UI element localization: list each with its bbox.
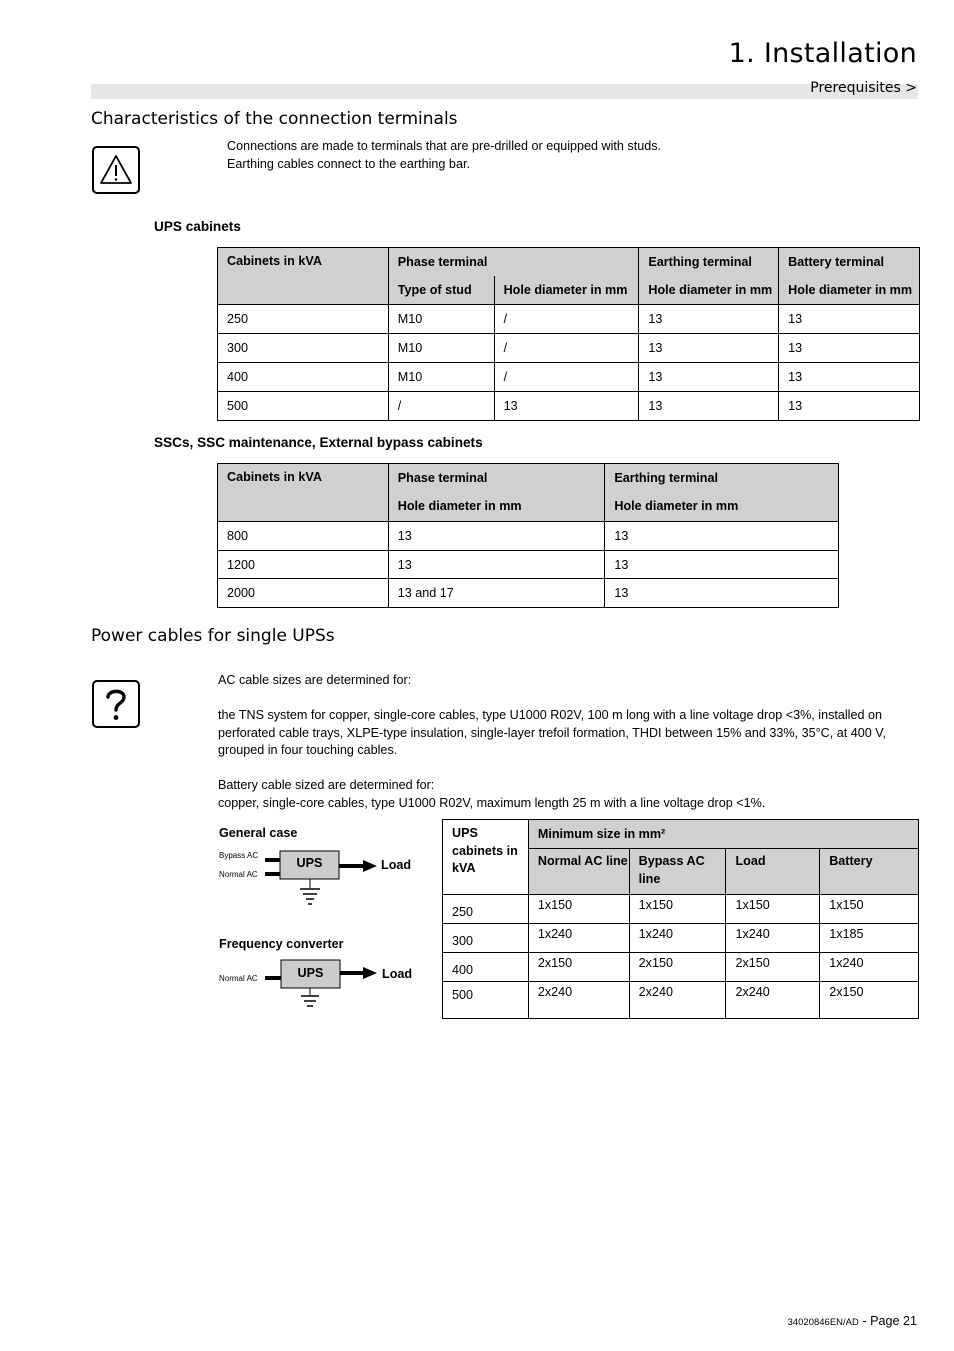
header-cell: Hole diameter in mm	[605, 492, 839, 522]
header-cell: Earthing terminal	[605, 464, 839, 492]
header-cell: Battery	[820, 849, 919, 895]
ssc-table	[217, 463, 839, 608]
load-label: Load	[382, 967, 413, 981]
table-cell: 2x150	[726, 953, 820, 982]
page-number: Page 21	[870, 1314, 917, 1328]
section-title-power-cables: Power cables for single UPSs	[91, 626, 335, 646]
header-cell: Earthing terminal	[639, 248, 779, 276]
table-cell: 400	[218, 363, 389, 392]
table-cell: 13	[388, 551, 605, 579]
header-cell: Hole diameter in mm	[494, 276, 639, 305]
table-cell: 13	[639, 363, 779, 392]
footer-separator: -	[858, 1314, 871, 1328]
table-row	[218, 522, 839, 551]
normal-ac-label: Normal AC	[219, 870, 258, 879]
table-cell: 13	[779, 334, 920, 363]
table-cell: 500	[443, 982, 529, 1019]
header-cell: Hole diameter in mm	[779, 276, 920, 305]
page-footer	[788, 1314, 917, 1328]
table-cell: 1x150	[820, 895, 919, 924]
header-cell: Load	[726, 849, 820, 895]
table-cell: 13	[779, 363, 920, 392]
header-cell: Type of stud	[388, 276, 494, 305]
table-cell: /	[494, 305, 639, 334]
table-cell: 2x150	[629, 953, 726, 982]
table-cell: 1x150	[528, 895, 629, 924]
header-cell: UPS cabinets in kVA	[443, 820, 529, 895]
ups-box-label: UPS	[297, 966, 324, 980]
frequency-converter-label: Frequency converter	[219, 937, 344, 951]
table-cell: 13	[779, 305, 920, 334]
header-cell: Normal AC line	[528, 849, 629, 895]
table-row	[443, 982, 919, 1019]
table-cell: 13	[605, 551, 839, 579]
header-cell: Minimum size in mm²	[528, 820, 918, 849]
table-row	[218, 334, 920, 363]
table-cell: 13	[639, 334, 779, 363]
table-cell: 1x185	[820, 924, 919, 953]
header-cell: Battery terminal	[779, 248, 920, 276]
table-cell: M10	[388, 363, 494, 392]
table-cell: 1x150	[726, 895, 820, 924]
warning-icon	[92, 146, 140, 194]
table-cell: 13	[388, 522, 605, 551]
chapter-title: 1. Installation	[728, 38, 917, 69]
question-icon	[92, 680, 140, 728]
table-cell: 13	[639, 392, 779, 421]
breadcrumb: Prerequisites >	[810, 80, 917, 96]
table-cell: M10	[388, 305, 494, 334]
cable-intro-text: AC cable sizes are determined for: the TNS system for copper, single-core cables, type U1000 R02V, 100 m long with a line voltage drop <3%, installed on perforated cable trays, XLPE-type insulation, single-layer trefoil formation, THDI between 15% and 33%, 35°C, at 400 V, grouped in four touching cables. Battery cable sized are determined for: copper, single-core cables, type U1000 R02V, maximum length 25 m with a line voltage drop <1%.	[218, 673, 886, 810]
table-row	[218, 579, 839, 608]
table-cell: 2x240	[629, 982, 726, 1019]
table-cell: 250	[218, 305, 389, 334]
table-row	[218, 551, 839, 579]
ups-cabinets-title: UPS cabinets	[154, 219, 241, 234]
table-row	[218, 392, 920, 421]
table-cell: 13	[779, 392, 920, 421]
table-row	[443, 924, 919, 953]
table-row	[218, 363, 920, 392]
general-case-label: General case	[219, 826, 298, 840]
cable-size-table	[442, 819, 919, 1019]
table-cell: 13	[494, 392, 639, 421]
table-cell: 1x240	[629, 924, 726, 953]
bypass-ac-label: Bypass AC	[219, 851, 259, 860]
table-cell: 1x240	[528, 924, 629, 953]
header-bar	[91, 84, 918, 99]
table-cell: 2x150	[528, 953, 629, 982]
ssc-title: SSCs, SSC maintenance, External bypass cabinets	[154, 435, 483, 450]
header-cell: Phase terminal	[388, 248, 639, 276]
table-cell: 2x240	[726, 982, 820, 1019]
table-cell: 13	[639, 305, 779, 334]
table-row	[443, 895, 919, 924]
ups-box-label: UPS	[296, 856, 323, 870]
table-cell: /	[388, 392, 494, 421]
header-cell: Cabinets in kVA	[218, 248, 389, 305]
table-cell: 1200	[218, 551, 389, 579]
header-cell: Cabinets in kVA	[218, 464, 389, 522]
doc-reference: 34020846EN/AD	[787, 1317, 859, 1328]
table-cell: 13	[605, 579, 839, 608]
table-cell: 300	[443, 924, 529, 953]
table-cell: 2x240	[528, 982, 629, 1019]
table-cell: 13	[605, 522, 839, 551]
table-cell: /	[494, 363, 639, 392]
table-cell: 1x240	[820, 953, 919, 982]
table-cell: 300	[218, 334, 389, 363]
ups-cabinets-table	[217, 247, 920, 421]
load-label: Load	[381, 858, 412, 872]
warning-text: Connections are made to terminals that are pre-drilled or equipped with studs. Earthing cables connect to the earthing bar.	[227, 139, 662, 171]
header-cell: Hole diameter in mm	[388, 492, 605, 522]
table-cell: 800	[218, 522, 389, 551]
table-row	[443, 953, 919, 982]
table-cell: M10	[388, 334, 494, 363]
header-cell: Bypass AC line	[629, 849, 726, 895]
normal-ac-label: Normal AC	[219, 974, 258, 983]
table-cell: 1x150	[629, 895, 726, 924]
table-cell: 2x150	[820, 982, 919, 1019]
table-cell: 2000	[218, 579, 389, 608]
header-cell: Phase terminal	[388, 464, 605, 492]
table-cell: 250	[443, 895, 529, 924]
table-cell: 400	[443, 953, 529, 982]
table-cell: 1x240	[726, 924, 820, 953]
header-cell: Hole diameter in mm	[639, 276, 779, 305]
table-cell: /	[494, 334, 639, 363]
table-cell: 13 and 17	[388, 579, 605, 608]
section-title-terminals: Characteristics of the connection terminals	[91, 109, 458, 129]
table-row	[218, 305, 920, 334]
table-cell: 500	[218, 392, 389, 421]
